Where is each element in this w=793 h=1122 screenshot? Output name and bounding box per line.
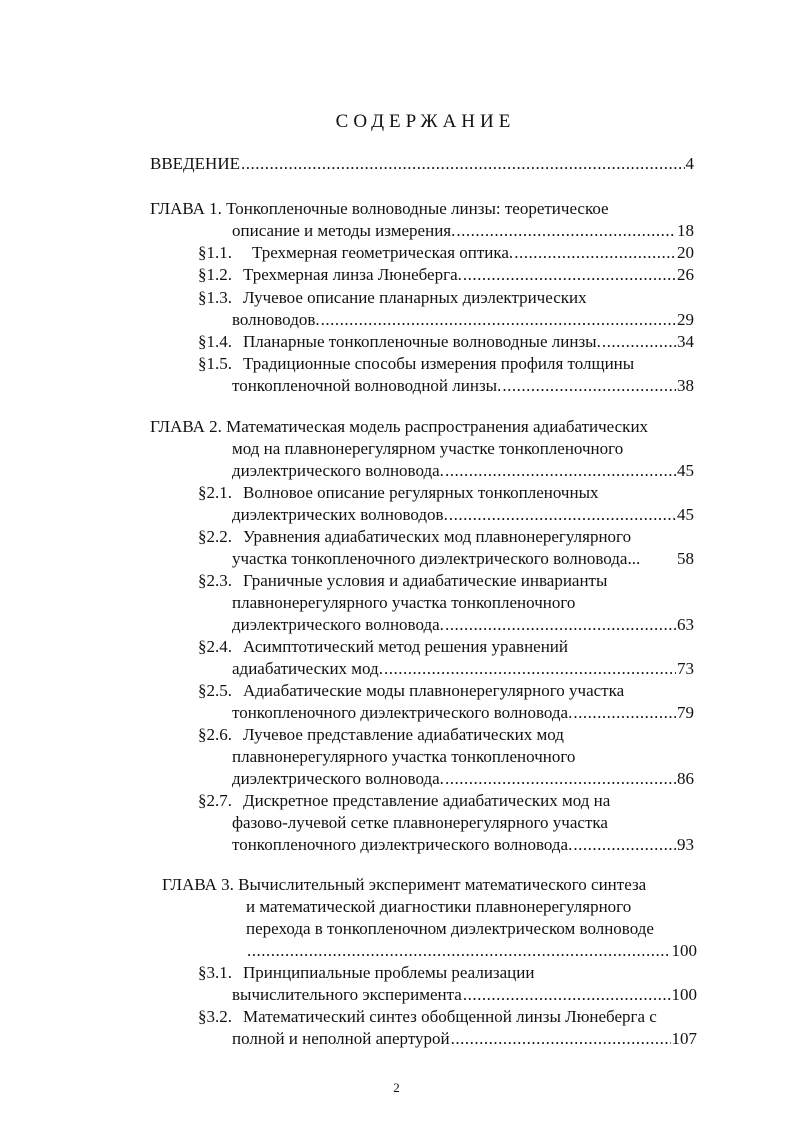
s2-1-page: 45 <box>677 505 694 524</box>
toc-entry-s3-2-cont <box>232 1028 697 1050</box>
toc-entry-s2-6-cont2 <box>232 768 694 790</box>
s3-2-page: 107 <box>671 1029 697 1048</box>
toc-entry-chapter3[interactable] <box>162 874 702 896</box>
s1-2-page: 26 <box>677 265 694 284</box>
leader-dots <box>502 375 676 397</box>
s2-6-title-line1: Лучевое представление адиабатических мод <box>243 725 564 744</box>
chapter2-page: 45 <box>677 461 694 480</box>
s2-6-title-line2: плавнонерегулярного участка тонкопленочного <box>232 747 576 766</box>
chapter2-title-line2: мод на плавнонерегулярном участке тонкопленочного <box>232 439 624 458</box>
s3-2-title-line1: Математический синтез обобщенной линзы Люнеберга с <box>243 1007 657 1026</box>
s1-1-num: §1.1. <box>198 243 232 262</box>
s1-1-title: Трехмерная геометрическая оптика. <box>252 243 514 262</box>
toc-entry-chapter2[interactable] <box>150 416 700 438</box>
s2-5-title-line1: Адиабатические моды плавнонерегулярного участка <box>243 681 625 700</box>
leader-dots <box>573 702 676 724</box>
toc-entry-s2-3-cont2 <box>232 614 694 636</box>
s1-2-title: Трехмерная линза Люнеберга. <box>243 265 462 284</box>
leader-dots <box>247 940 671 962</box>
leader-dots <box>602 331 676 353</box>
chapter2-title-line1: Математическая модель распространения адиабатических <box>226 417 649 436</box>
s2-3-title-line3: диэлектрического волновода. <box>232 615 444 634</box>
chapter3-title-line3: перехода в тонкопленочном диэлектрическом волноводе <box>246 919 654 938</box>
s2-7-num: §2.7. <box>198 791 232 810</box>
s2-2-title-line2: участка тонкопленочного диэлектрического волновода... <box>232 549 641 568</box>
toc-entry-s2-4[interactable] <box>198 636 694 658</box>
leader-dots <box>445 768 676 790</box>
s2-7-title-line2: фазово-лучевой сетке плавнонерегулярного участка <box>232 813 608 832</box>
s2-7-title-line1: Дискретное представление адиабатических мод на <box>243 791 611 810</box>
leader-dots <box>514 242 676 264</box>
s3-2-num: §3.2. <box>198 1007 232 1026</box>
s2-4-page: 73 <box>677 659 694 678</box>
s1-2-num: §1.2. <box>198 265 232 284</box>
chapter1-page: 18 <box>677 221 694 240</box>
s1-3-num: §1.3. <box>198 288 232 307</box>
toc-entry-s1-5[interactable] <box>198 353 694 375</box>
s2-7-title-line3: тонкопленочного диэлектрического волновода. <box>232 835 573 854</box>
toc-entry-s1-4[interactable] <box>198 331 694 353</box>
toc-entry-chapter2-cont2 <box>232 460 694 482</box>
s1-3-title-line2: волноводов. <box>232 310 320 329</box>
s2-6-title-line3: диэлектрического волновода. <box>232 769 444 788</box>
s1-3-title-line1: Лучевое описание планарных диэлектрических <box>243 288 587 307</box>
s2-6-num: §2.6. <box>198 725 232 744</box>
s1-5-title-line1: Традиционные способы измерения профиля толщины <box>243 354 635 373</box>
toc-entry-s1-1[interactable] <box>198 242 694 264</box>
leader-dots <box>463 264 676 286</box>
s2-4-title-line2: адиабатических мод. <box>232 659 383 678</box>
s2-4-num: §2.4. <box>198 637 232 656</box>
s1-4-title: Планарные тонкопленочные волноводные линзы. <box>243 332 601 351</box>
toc-entry-s2-6[interactable] <box>198 724 694 746</box>
leader-dots <box>451 1028 671 1050</box>
s2-1-title-line1: Волновое описание регулярных тонкопленочных <box>243 483 599 502</box>
s3-1-page: 100 <box>671 985 697 1004</box>
leader-dots <box>463 984 671 1006</box>
s3-2-title-line2: полной и неполной апертурой <box>232 1029 450 1048</box>
s2-3-page: 63 <box>677 615 694 634</box>
toc-entry-s3-1-cont <box>232 984 697 1006</box>
toc-entry-chapter2-cont1 <box>232 438 694 460</box>
toc-entry-s3-1[interactable] <box>198 962 697 984</box>
s1-1-page: 20 <box>677 243 694 262</box>
s1-4-page: 34 <box>677 332 694 351</box>
toc-entry-s2-3[interactable] <box>198 570 694 592</box>
s2-2-page: 58 <box>677 549 694 568</box>
toc-entry-chapter1-cont <box>232 220 694 242</box>
toc-entry-s2-1[interactable] <box>198 482 694 504</box>
chapter1-label: ГЛАВА 1. <box>150 199 222 218</box>
leader-dots <box>456 220 676 242</box>
s3-1-title-line1: Принципиальные проблемы реализации <box>243 963 535 982</box>
toc-entry-s1-3[interactable] <box>198 287 694 309</box>
toc-entry-s1-2[interactable] <box>198 264 694 286</box>
chapter1-title-line1: Тонкопленочные волноводные линзы: теоретическое <box>226 199 609 218</box>
s2-2-title-line1: Уравнения адиабатических мод плавнонерегулярного <box>243 527 632 546</box>
toc-entry-intro[interactable] <box>150 153 694 175</box>
s1-5-num: §1.5. <box>198 354 232 373</box>
s2-5-title-line2: тонкопленочного диэлектрического волновода. <box>232 703 573 722</box>
leader-dots <box>384 658 676 680</box>
leader-dots <box>573 834 676 856</box>
s2-3-title-line2: плавнонерегулярного участка тонкопленочного <box>232 593 576 612</box>
leader-dots <box>445 614 676 636</box>
leader-dots <box>449 504 676 526</box>
toc-entry-chapter1[interactable] <box>150 198 694 220</box>
s1-5-title-line2: тонкопленочной волноводной линзы. <box>232 376 502 395</box>
s1-4-num: §1.4. <box>198 332 232 351</box>
toc-entry-s2-7-cont1 <box>232 812 694 834</box>
s3-1-num: §3.1. <box>198 963 232 982</box>
s2-1-num: §2.1. <box>198 483 232 502</box>
chapter3-label: ГЛАВА 3. <box>162 875 234 894</box>
toc-entry-s2-7[interactable] <box>198 790 694 812</box>
s2-3-num: §2.3. <box>198 571 232 590</box>
intro-label: ВВЕДЕНИЕ <box>150 154 240 173</box>
toc-entry-s1-3-cont <box>232 309 694 331</box>
intro-page: 4 <box>685 154 694 173</box>
leader-dots <box>445 460 676 482</box>
toc-entry-s2-6-cont1 <box>232 746 694 768</box>
toc-entry-chapter3-cont3 <box>246 940 697 962</box>
toc-entry-s2-4-cont <box>232 658 694 680</box>
toc-entry-s2-1-cont <box>232 504 694 526</box>
chapter2-title-line3: диэлектрического волновода. <box>232 461 444 480</box>
toc-entry-s2-5[interactable] <box>198 680 694 702</box>
toc-entry-s2-7-cont2 <box>232 834 694 856</box>
toc-entry-s2-2-cont <box>232 548 694 570</box>
s1-3-page: 29 <box>677 310 694 329</box>
s2-5-num: §2.5. <box>198 681 232 700</box>
chapter3-title-line2: и математической диагностики плавнонерегулярного <box>246 897 632 916</box>
toc-entry-chapter3-cont1 <box>246 896 702 918</box>
toc-entry-s2-5-cont <box>232 702 694 724</box>
s2-6-page: 86 <box>677 769 694 788</box>
s2-2-num: §2.2. <box>198 527 232 546</box>
s1-5-page: 38 <box>677 376 694 395</box>
s2-7-page: 93 <box>677 835 694 854</box>
s2-3-title-line1: Граничные условия и адиабатические инварианты <box>243 571 608 590</box>
toc-title: СОДЕРЖАНИЕ <box>335 111 516 132</box>
toc-entry-s2-2[interactable] <box>198 526 694 548</box>
toc-entry-s1-5-cont <box>232 375 694 397</box>
s3-1-title-line2: вычислительного эксперимента <box>232 985 462 1004</box>
toc-entry-s3-2[interactable] <box>198 1006 704 1028</box>
chapter2-label: ГЛАВА 2. <box>150 417 222 436</box>
s2-4-title-line1: Асимптотический метод решения уравнений <box>243 637 569 656</box>
chapter3-page: 100 <box>671 941 697 960</box>
toc-entry-chapter3-cont2 <box>246 918 702 940</box>
chapter3-title-line1: Вычислительный эксперимент математического синтеза <box>238 875 647 894</box>
s2-5-page: 79 <box>677 703 694 722</box>
leader-dots <box>241 153 685 175</box>
s2-1-title-line2: диэлектрических волноводов. <box>232 505 448 524</box>
toc-entry-s2-3-cont1 <box>232 592 694 614</box>
page-number: 2 <box>393 1080 400 1095</box>
chapter1-title-line2: описание и методы измерения. <box>232 221 456 240</box>
leader-dots <box>321 309 676 331</box>
